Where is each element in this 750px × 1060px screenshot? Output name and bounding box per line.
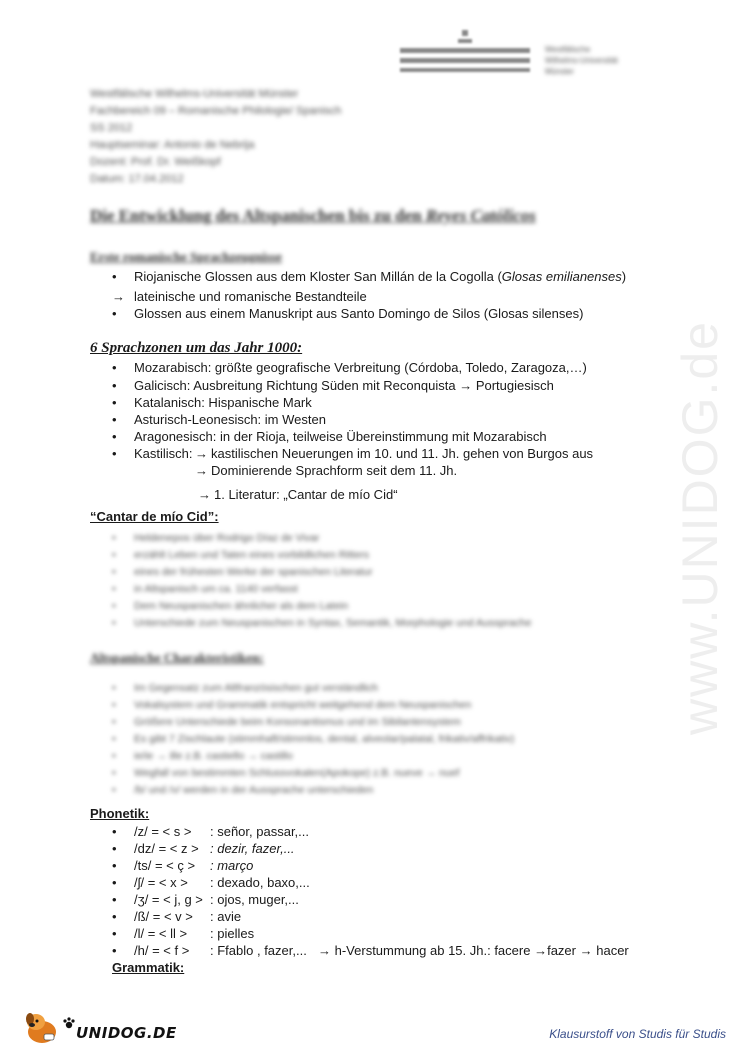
kastilisch-sub-2	[195, 463, 457, 478]
section3-heading: “Cantar de mío Cid”:	[90, 509, 219, 524]
phon-example: : Ffablo , fazer,...	[210, 943, 307, 958]
phon-example: : ojos, muger,...	[210, 892, 299, 907]
item-text: erzählt Leben und Taten eines vorbildlichen Ritters	[134, 549, 370, 561]
arrow-icon: →	[198, 487, 211, 502]
unidog-logo[interactable]	[22, 1010, 177, 1046]
item-text: Größere Unterschiede beim Konsonantismus und im Sibilantensystem	[134, 716, 461, 728]
section4-heading: Altspanische Charakteristiken:	[90, 650, 264, 665]
grammatik-heading: Grammatik:	[112, 960, 185, 975]
list-item: • /b/ und /v/ werden in der Aussprache unterschieden	[112, 784, 374, 796]
section1-heading: Erste romanische Sprachzeugnisse	[90, 249, 282, 264]
phon-example: : março	[210, 858, 254, 873]
item-text: Katalanisch: Hispanische Mark	[134, 395, 312, 410]
phonetik-row: • /ʒ/ = < j, g > : ojos, muger,...	[112, 892, 299, 907]
phonetik-row: • /h/ = < f > : Ffablo , fazer,... → h-Verstummung ab 15. Jh.: facere →fazer → hacer	[112, 943, 629, 958]
item-text: Aragonesisch: in der Rioja, teilweise Übereinstimmung mit Mozarabisch	[134, 429, 547, 444]
logo-line-1: Westfälische	[545, 45, 591, 54]
item-text: lateinische und romanische Bestandteile	[134, 289, 367, 304]
item-text: Kastilisch:	[134, 446, 193, 461]
list-item: • Katalanisch: Hispanische Mark	[112, 395, 312, 410]
item-text: Asturisch-Leonesisch: im Westen	[134, 412, 326, 427]
phon-example: : dezir, fazer,...	[210, 841, 295, 856]
phonetik-heading: Phonetik:	[90, 806, 150, 821]
section2-heading: 6 Sprachzonen um das Jahr 1000:	[90, 340, 303, 356]
phon-symbol: /dz/ = < z >	[134, 841, 199, 856]
phon-example: : avie	[210, 909, 242, 924]
footer-slogan: Klausurstoff von Studis für Studis	[549, 1027, 726, 1041]
item-italic: Glosas emilianenses	[501, 269, 622, 284]
list-item: • Glossen aus einem Manuskript aus Santo Domingo de Silos (Glosas silenses)	[112, 306, 584, 321]
phon-symbol: /h/ = < f >	[134, 943, 190, 958]
item-text: Wegfall von bestimmten Schlussvokalen(Apokope) z.B. nueve → nuef	[134, 767, 460, 779]
phon-symbol: /ʃ/ = < x >	[134, 875, 188, 890]
watermark-text: www.UNIDOG.de	[672, 320, 728, 735]
list-item: • Wegfall von bestimmten Schlussvokalen(Apokope) z.B. nueve → nuef	[112, 767, 460, 779]
h-note: h-Verstummung ab 15. Jh.: facere	[334, 943, 531, 958]
item-text: kastilischen Neuerungen im 10. und 11. Jh. gehen von Burgos aus	[211, 446, 594, 461]
kastilisch-sub-3	[198, 487, 398, 502]
phonetik-table	[112, 823, 629, 959]
logo-line-2: Wilhelms-Universität	[545, 56, 618, 65]
item-text: ie/ie → ille z.B. castiello → castillo	[134, 750, 293, 762]
list-item: • Vokalsystem und Grammatik entspricht weitgehend dem Neuspanischen	[112, 699, 472, 711]
header-line: Dozent: Prof. Dr. Weißkopf	[90, 156, 221, 168]
item-text: Dem Neuspanischen ähnlicher als dem Latein	[134, 600, 349, 612]
kastilisch-sub-1	[195, 446, 593, 461]
item-text: Glossen aus einem Manuskript aus Santo Domingo de Silos (Glosas silenses)	[134, 306, 584, 321]
list-item: • Riojanische Glossen aus dem Kloster San Millán de la Cogolla (Glosas emilianenses)	[112, 269, 627, 284]
arrow-icon: →	[195, 446, 208, 461]
h-note-2: fazer	[547, 943, 576, 958]
header-line: Hauptseminar: Antonio de Nebrija	[90, 139, 255, 151]
list-item: • Unterschiede zum Neuspanischen in Syntax, Semantik, Morphologie und Aussprache	[112, 617, 532, 629]
item-text: in Altspanisch um ca. 1140 verfasst	[134, 583, 298, 595]
list-item: • Asturisch-Leonesisch: im Westen	[112, 412, 326, 427]
phonetik-row: • /dz/ = < z > : dezir, fazer,...	[112, 841, 295, 856]
item-text: Im Gegensatz zum Altfranzösischen gut verständlich	[134, 682, 378, 694]
arrow-icon: →	[318, 943, 331, 958]
item-text: Heldenepos über Rodrigo Díaz de Vivar	[134, 532, 320, 544]
list-item: • Aragonesisch: in der Rioja, teilweise Übereinstimmung mit Mozarabisch	[112, 429, 547, 444]
phon-symbol: /l/ = < ll >	[134, 926, 188, 941]
list-item: • ie/ie → ille z.B. castiello → castillo	[112, 750, 293, 762]
item-text: 1. Literatur: „Cantar de mío Cid“	[214, 487, 398, 502]
phon-symbol: /z/ = < s >	[134, 824, 192, 839]
h-note-3: hacer	[596, 943, 629, 958]
header-line: Fachbereich 09 – Romanische Philologie/ Spanisch	[90, 105, 342, 117]
item-text: Mozarabisch: größte geografische Verbreitung (Córdoba, Toledo, Zaragoza,…)	[134, 360, 587, 375]
list-item: • Dem Neuspanischen ähnlicher als dem Latein	[112, 600, 349, 612]
paw-icon	[62, 1016, 76, 1030]
list-item: • Es gibt 7 Zischlaute (stimmhaft/stimmlos, dental, alveolar/palatal, frikativ/affrikativ)	[112, 733, 515, 745]
phon-symbol: /ts/ = < ç >	[134, 858, 196, 873]
list-item: • Größere Unterschiede beim Konsonantismus und im Sibilantensystem	[112, 716, 461, 728]
brand-text: UNIDOG.DE	[76, 1024, 177, 1042]
phon-symbol: /ʒ/ = < j, g >	[134, 892, 203, 907]
dog-icon	[22, 1010, 62, 1046]
logo-text	[545, 44, 618, 77]
arrow-icon: →	[579, 943, 593, 958]
title-italic: Reyes Católicos	[425, 206, 536, 225]
logo-graphic	[400, 30, 530, 80]
item-after: )	[621, 269, 627, 284]
list-item: • in Altspanisch um ca. 1140 verfasst	[112, 583, 298, 595]
item-text: Riojanische Glossen aus dem Kloster San Millán de la Cogolla (	[134, 269, 502, 284]
phonetik-row: • /ß/ = < v > : avie	[112, 909, 242, 924]
item-text: Es gibt 7 Zischlaute (stimmhaft/stimmlos, dental, alveolar/palatal, frikativ/affrikativ)	[134, 733, 515, 745]
phonetik-row: • /ʃ/ = < x > : dexado, baxo,...	[112, 875, 310, 890]
item-text: Unterschiede zum Neuspanischen in Syntax, Semantik, Morphologie und Aussprache	[134, 617, 532, 629]
header-line: Westfälische Wilhelms-Universität Münster	[90, 88, 299, 100]
item-text: Vokalsystem und Grammatik entspricht weitgehend dem Neuspanischen	[134, 699, 472, 711]
item-text: eines der frühesten Werke der spanischen Literatur	[134, 566, 373, 578]
list-item-arrow	[112, 289, 367, 304]
arrow-icon: →	[534, 943, 548, 958]
phonetik-row: • /l/ = < ll > : pielles	[112, 926, 255, 941]
list-item: • Heldenepos über Rodrigo Díaz de Vivar	[112, 532, 320, 544]
item-text: Dominierende Sprachform seit dem 11. Jh.	[211, 463, 458, 478]
list-item: • Im Gegensatz zum Altfranzösischen gut verständlich	[112, 682, 378, 694]
item-text: Portugiesisch	[475, 378, 554, 393]
phonetik-row: • /ts/ = < ç > : março	[112, 858, 254, 873]
phon-symbol: /ß/ = < v >	[134, 909, 193, 924]
logo-line-3: Münster	[545, 67, 574, 76]
header-line: SS 2012	[90, 122, 133, 134]
header-line: Datum: 17.04.2012	[90, 173, 184, 185]
watermark	[655, 280, 745, 740]
phon-example: : dexado, baxo,...	[210, 875, 310, 890]
university-logo	[400, 30, 670, 90]
arrow-icon: →	[112, 289, 125, 304]
list-item: • Mozarabisch: größte geografische Verbreitung (Córdoba, Toledo, Zaragoza,…)	[112, 360, 587, 375]
section3-list	[112, 530, 531, 632]
phonetik-row: • /z/ = < s > : señor, passar,...	[112, 824, 309, 839]
item-text: /b/ und /v/ werden in der Aussprache unterschieden	[134, 784, 374, 796]
header-info	[90, 86, 341, 188]
title-main: Die Entwicklung des Altspanischen bis zu den	[90, 206, 426, 225]
list-item: • Kastilisch:	[112, 446, 193, 461]
arrow-icon: →	[459, 378, 473, 393]
list-item: • erzählt Leben und Taten eines vorbildlichen Ritters	[112, 549, 370, 561]
arrow-icon: →	[195, 463, 208, 478]
list-item: • Galicisch: Ausbreitung Richtung Süden mit Reconquista → Portugiesisch	[112, 378, 554, 393]
item-text: Galicisch: Ausbreitung Richtung Süden mit Reconquista	[134, 378, 456, 393]
list-item: • eines der frühesten Werke der spanischen Literatur	[112, 566, 373, 578]
section4-list	[112, 680, 514, 799]
document-title	[90, 206, 536, 226]
phon-example: : señor, passar,...	[210, 824, 309, 839]
phon-example: : pielles	[210, 926, 255, 941]
